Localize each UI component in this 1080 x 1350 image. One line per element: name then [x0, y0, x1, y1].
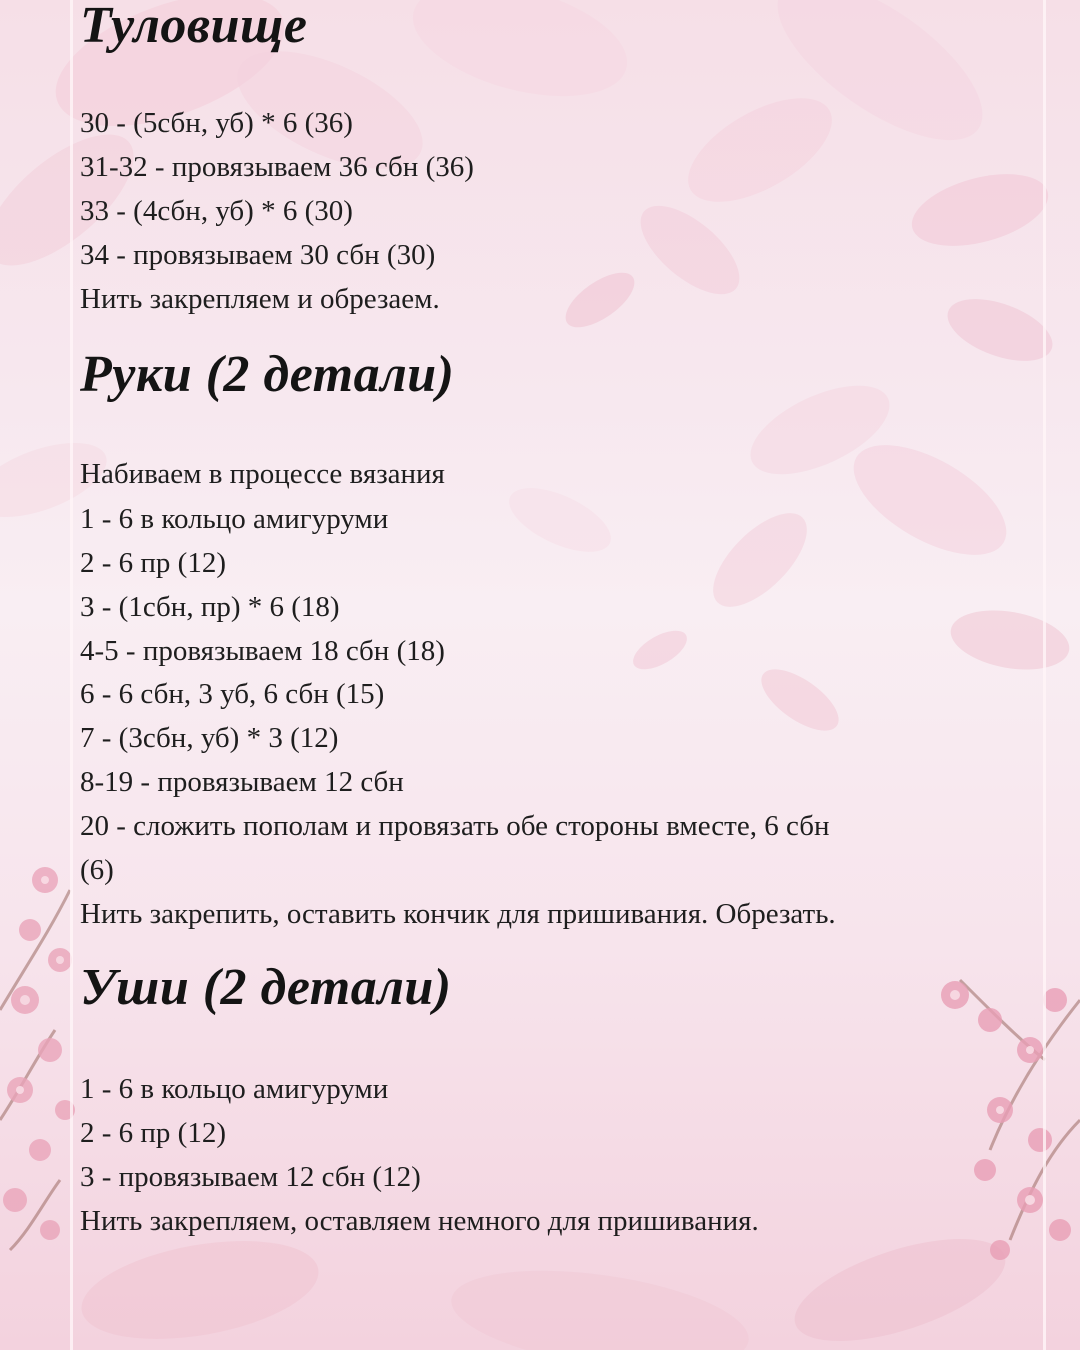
torso-line: Нить закрепляем и обрезаем. — [80, 283, 440, 315]
arms-line: 7 - (3сбн, уб) * 3 (12) — [80, 722, 339, 754]
arms-line: Набиваем в процессе вязания — [80, 458, 445, 490]
arms-line: Нить закрепить, оставить кончик для пришивания. Обрезать. — [80, 898, 836, 930]
ears-line: Нить закрепляем, оставляем немного для пришивания. — [80, 1205, 759, 1237]
torso-line: 30 - (5сбн, уб) * 6 (36) — [80, 107, 353, 139]
pattern-content — [80, 0, 1030, 1350]
arms-line: 8-19 - провязываем 12 сбн — [80, 766, 404, 798]
arms-line: 4-5 - провязываем 18 сбн (18) — [80, 635, 445, 667]
arms-line: 6 - 6 сбн, 3 уб, 6 сбн (15) — [80, 678, 385, 710]
arms-line: (6) — [80, 854, 114, 886]
ears-line: 1 - 6 в кольцо амигуруми — [80, 1073, 389, 1105]
section-title-arms: Руки (2 детали) — [80, 346, 455, 403]
arms-line: 3 - (1сбн, пр) * 6 (18) — [80, 591, 340, 623]
frame-right-line — [1043, 0, 1046, 1350]
torso-line: 33 - (4сбн, уб) * 6 (30) — [80, 195, 353, 227]
arms-line: 2 - 6 пр (12) — [80, 547, 226, 579]
section-title-ears: Уши (2 детали) — [80, 959, 452, 1016]
torso-line: 31-32 - провязываем 36 сбн (36) — [80, 151, 474, 183]
ears-line: 3 - провязываем 12 сбн (12) — [80, 1161, 421, 1193]
torso-line: 34 - провязываем 30 сбн (30) — [80, 239, 436, 271]
arms-line: 20 - сложить пополам и провязать обе стороны вместе, 6 сбн — [80, 810, 830, 842]
ears-line: 2 - 6 пр (12) — [80, 1117, 226, 1149]
arms-line: 1 - 6 в кольцо амигуруми — [80, 503, 389, 535]
frame-left-line — [70, 0, 73, 1350]
section-title-torso: Туловище — [80, 0, 308, 54]
